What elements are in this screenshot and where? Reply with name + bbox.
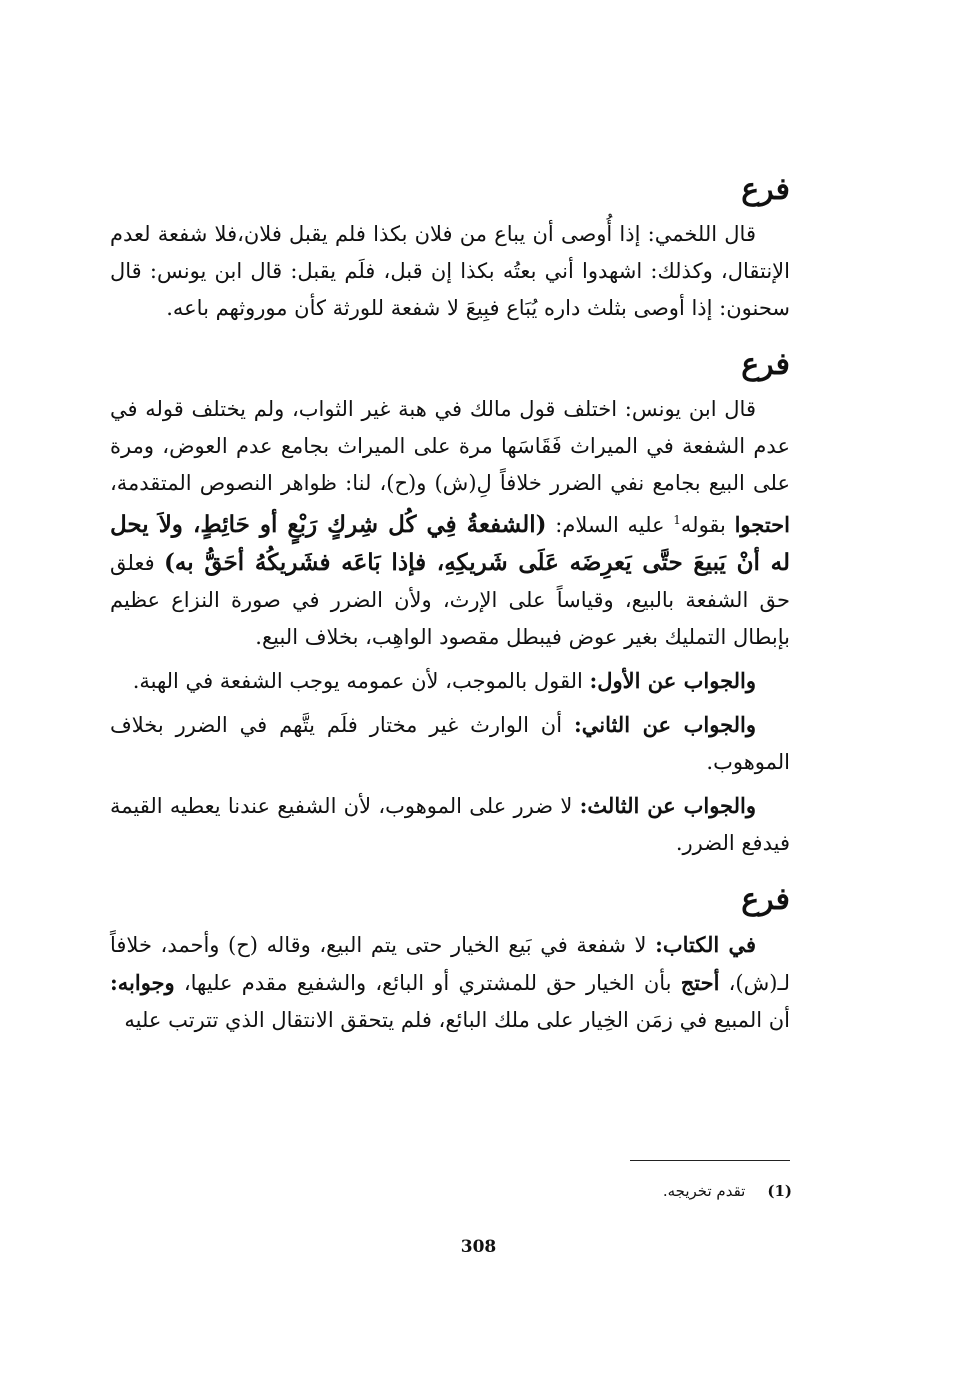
answer-text: أن الوارث غير مختار فلَم يتَّهم في الضرر بخلاف الموهوب. [110, 713, 790, 774]
answer-paragraph [110, 706, 790, 781]
bold-term: أحتج [680, 970, 720, 995]
text-column [110, 170, 790, 1057]
footnote-number: (1) [767, 1182, 792, 1200]
footnote-ref: 1 [673, 513, 681, 527]
footnote-divider [630, 1160, 790, 1161]
paragraph-text: أن المبيع في زمَن الخِيار على ملك البائع، فلم يتحقق الانتقال الذي تترتب عليه [124, 1008, 790, 1032]
answer-text: القول بالموجب، لأن عمومه يوجب الشفعة في الهبة. [132, 669, 590, 693]
bold-term: في الكتاب: [655, 932, 756, 957]
footnote-text: تقدم تخريجه. [662, 1182, 746, 1200]
answer-label: والجواب عن الثالث: [579, 793, 756, 818]
answer-label: والجواب عن الأول: [589, 668, 756, 693]
paragraph-text: لا شفعة في بَيع الخيار حتى يتم البيع، وقاله (ح) وأحمد، خلافاً لـ(ش)، [110, 933, 790, 995]
bold-term: احتجوا [734, 512, 790, 537]
answer-paragraph [110, 787, 790, 862]
answer-paragraph [110, 662, 790, 700]
paragraph-text: قال ابن يونس: اختلف قول مالك في هبة غير الثواب، ولم يختلف قوله في عدم الشفعة في الميراث فَقَاسَها مرة على الميراث بجامع عدم العوض، ومرة على البيع بجامع نفي الضرر خلافاً لِ(ش) و(ح)، لنا: ظواهر النصوص المتقدمة، [110, 397, 790, 495]
section-heading: فرع [741, 347, 790, 382]
paragraph-text: عليه السلام: [546, 513, 674, 537]
paragraph [110, 926, 790, 1039]
paragraph: قال اللخمي: إذا أُوصى أن يباع من فلان بكذا فلم يقبل فلان،فلا شفعة لعدم الإنتقال، وكذلك: اشهدوا أني بعتُه بكذا إن قبل، فلَم يقبل: قال ابن يونس: قال سحنون: إذا أوصى بثلث داره يُبَاع فبِيعَ لا شفعة للورثة كأن موروثهم باعه. [110, 222, 790, 320]
paragraph [110, 391, 790, 656]
bold-term: وجوابه: [110, 970, 175, 995]
section-heading: فرع [741, 882, 790, 917]
answer-text: لا ضرر على الموهوب، لأن الشفيع عندنا يعطيه القيمة فيدفع الضرر. [110, 794, 790, 855]
paragraph-text: بقوله [680, 513, 735, 537]
page-number: 308 [460, 1237, 497, 1257]
footnote [663, 1180, 792, 1202]
section-heading: فرع [741, 172, 790, 207]
hadith-quote: (الشفعةُ فِي كُل شِركٍ رَبْعٍ أو حَائِطٍ، ولاَ يحل له أنْ يَبيعَ حتَّى يَعرِضَه عَلَى شَريكِهِ، فإذا بَاعَه فشَريكُهُ أحَقُّ به) [110, 511, 790, 576]
paragraph-text: بأن الخيار حق للمشتري أو البائع، والشفيع مقدم عليها، [174, 971, 681, 995]
answer-label: والجواب عن الثاني: [573, 712, 757, 737]
paragraph-text: فعلق حق الشفعة بالبيع، وقياساً على الإرث، ولأن الضرر في صورة النزاع عظيم بإبطال التمليك بغير عوض فيبطل مقصود الواهِب، بخلاف البيع. [110, 551, 790, 649]
